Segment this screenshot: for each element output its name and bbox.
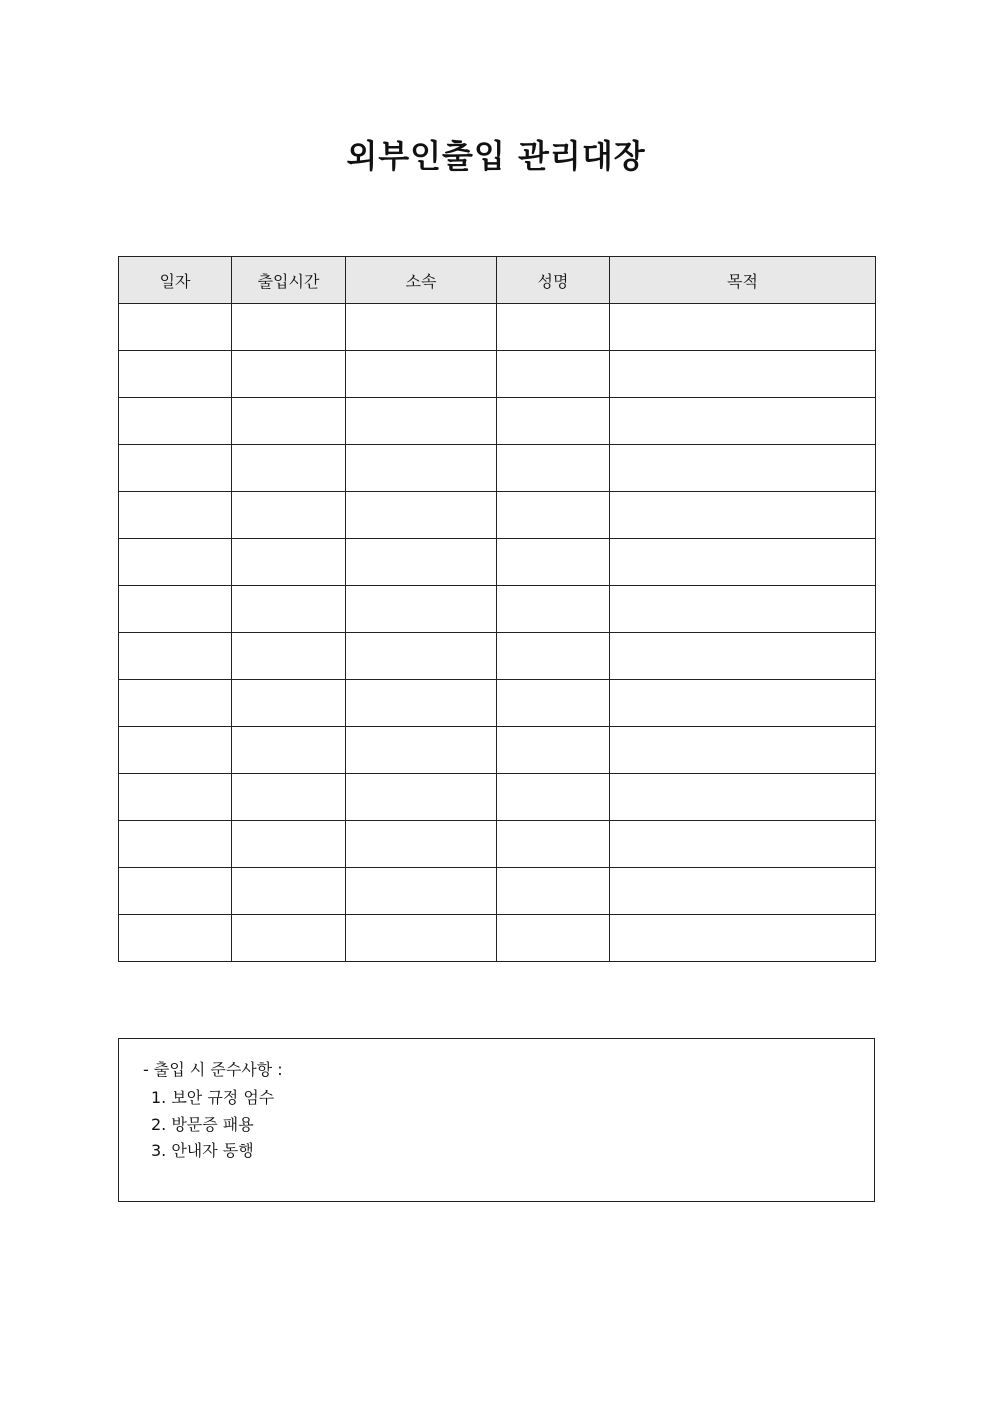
- cell-purpose[interactable]: [610, 492, 876, 539]
- cell-name[interactable]: [497, 398, 610, 445]
- cell-affiliation[interactable]: [346, 727, 497, 774]
- cell-name[interactable]: [497, 492, 610, 539]
- cell-date[interactable]: [119, 774, 232, 821]
- table-body: [119, 304, 876, 962]
- cell-name[interactable]: [497, 915, 610, 962]
- cell-affiliation[interactable]: [346, 445, 497, 492]
- table-row: [119, 633, 876, 680]
- table-row: [119, 774, 876, 821]
- column-header-entry-time: 출입시간: [232, 257, 346, 304]
- cell-entry-time[interactable]: [232, 868, 346, 915]
- notice-item-security: 1. 보안 규정 엄수: [151, 1088, 275, 1107]
- cell-purpose[interactable]: [610, 868, 876, 915]
- cell-name[interactable]: [497, 586, 610, 633]
- table-row: [119, 680, 876, 727]
- cell-entry-time[interactable]: [232, 915, 346, 962]
- cell-date[interactable]: [119, 445, 232, 492]
- cell-purpose[interactable]: [610, 586, 876, 633]
- table-header-row: [119, 257, 876, 304]
- cell-name[interactable]: [497, 633, 610, 680]
- table-row: [119, 727, 876, 774]
- cell-affiliation[interactable]: [346, 304, 497, 351]
- table-row: [119, 868, 876, 915]
- cell-affiliation[interactable]: [346, 821, 497, 868]
- cell-name[interactable]: [497, 539, 610, 586]
- cell-purpose[interactable]: [610, 539, 876, 586]
- cell-entry-time[interactable]: [232, 304, 346, 351]
- notice-item-visitor-badge: 2. 방문증 패용: [151, 1114, 254, 1134]
- cell-purpose[interactable]: [610, 727, 876, 774]
- cell-entry-time[interactable]: [232, 492, 346, 539]
- cell-name[interactable]: [497, 304, 610, 351]
- cell-name[interactable]: [497, 351, 610, 398]
- cell-date[interactable]: [119, 351, 232, 398]
- cell-entry-time[interactable]: [232, 539, 346, 586]
- cell-purpose[interactable]: [610, 398, 876, 445]
- table-row: [119, 351, 876, 398]
- cell-date[interactable]: [119, 680, 232, 727]
- cell-affiliation[interactable]: [346, 868, 497, 915]
- cell-affiliation[interactable]: [346, 351, 497, 398]
- cell-name[interactable]: [497, 445, 610, 492]
- table-row: [119, 445, 876, 492]
- cell-date[interactable]: [119, 727, 232, 774]
- cell-name[interactable]: [497, 680, 610, 727]
- cell-date[interactable]: [119, 915, 232, 962]
- cell-name[interactable]: [497, 727, 610, 774]
- cell-date[interactable]: [119, 304, 232, 351]
- cell-entry-time[interactable]: [232, 586, 346, 633]
- cell-date[interactable]: [119, 633, 232, 680]
- cell-affiliation[interactable]: [346, 492, 497, 539]
- cell-entry-time[interactable]: [232, 398, 346, 445]
- notice-list: [151, 1085, 274, 1165]
- cell-affiliation[interactable]: [346, 680, 497, 727]
- cell-date[interactable]: [119, 492, 232, 539]
- cell-date[interactable]: [119, 868, 232, 915]
- cell-entry-time[interactable]: [232, 633, 346, 680]
- document-title: 외부인출입 관리대장: [346, 137, 646, 175]
- cell-entry-time[interactable]: [232, 727, 346, 774]
- cell-affiliation[interactable]: [346, 539, 497, 586]
- cell-affiliation[interactable]: [346, 774, 497, 821]
- cell-entry-time[interactable]: [232, 351, 346, 398]
- column-header-purpose: 목적: [610, 257, 876, 304]
- cell-purpose[interactable]: [610, 821, 876, 868]
- cell-purpose[interactable]: [610, 445, 876, 492]
- notice-heading: - 출입 시 준수사항 :: [143, 1060, 283, 1079]
- cell-date[interactable]: [119, 821, 232, 868]
- column-header-date: 일자: [119, 257, 232, 304]
- cell-purpose[interactable]: [610, 633, 876, 680]
- cell-affiliation[interactable]: [346, 586, 497, 633]
- cell-date[interactable]: [119, 586, 232, 633]
- compliance-notice-box: [118, 1038, 875, 1202]
- visitor-log-table: [118, 256, 876, 962]
- cell-entry-time[interactable]: [232, 774, 346, 821]
- cell-entry-time[interactable]: [232, 445, 346, 492]
- table-row: [119, 915, 876, 962]
- cell-date[interactable]: [119, 539, 232, 586]
- table-row: [119, 398, 876, 445]
- column-header-name: 성명: [497, 257, 610, 304]
- cell-purpose[interactable]: [610, 680, 876, 727]
- cell-purpose[interactable]: [610, 915, 876, 962]
- table-row: [119, 821, 876, 868]
- cell-affiliation[interactable]: [346, 633, 497, 680]
- cell-affiliation[interactable]: [346, 915, 497, 962]
- table-row: [119, 304, 876, 351]
- table-row: [119, 492, 876, 539]
- cell-purpose[interactable]: [610, 774, 876, 821]
- column-header-affiliation: 소속: [346, 257, 497, 304]
- cell-name[interactable]: [497, 868, 610, 915]
- table-row: [119, 586, 876, 633]
- notice-item-escort: 3. 안내자 동행: [151, 1141, 254, 1160]
- cell-date[interactable]: [119, 398, 232, 445]
- cell-purpose[interactable]: [610, 351, 876, 398]
- cell-name[interactable]: [497, 821, 610, 868]
- cell-entry-time[interactable]: [232, 821, 346, 868]
- cell-entry-time[interactable]: [232, 680, 346, 727]
- cell-name[interactable]: [497, 774, 610, 821]
- table-row: [119, 539, 876, 586]
- cell-affiliation[interactable]: [346, 398, 497, 445]
- cell-purpose[interactable]: [610, 304, 876, 351]
